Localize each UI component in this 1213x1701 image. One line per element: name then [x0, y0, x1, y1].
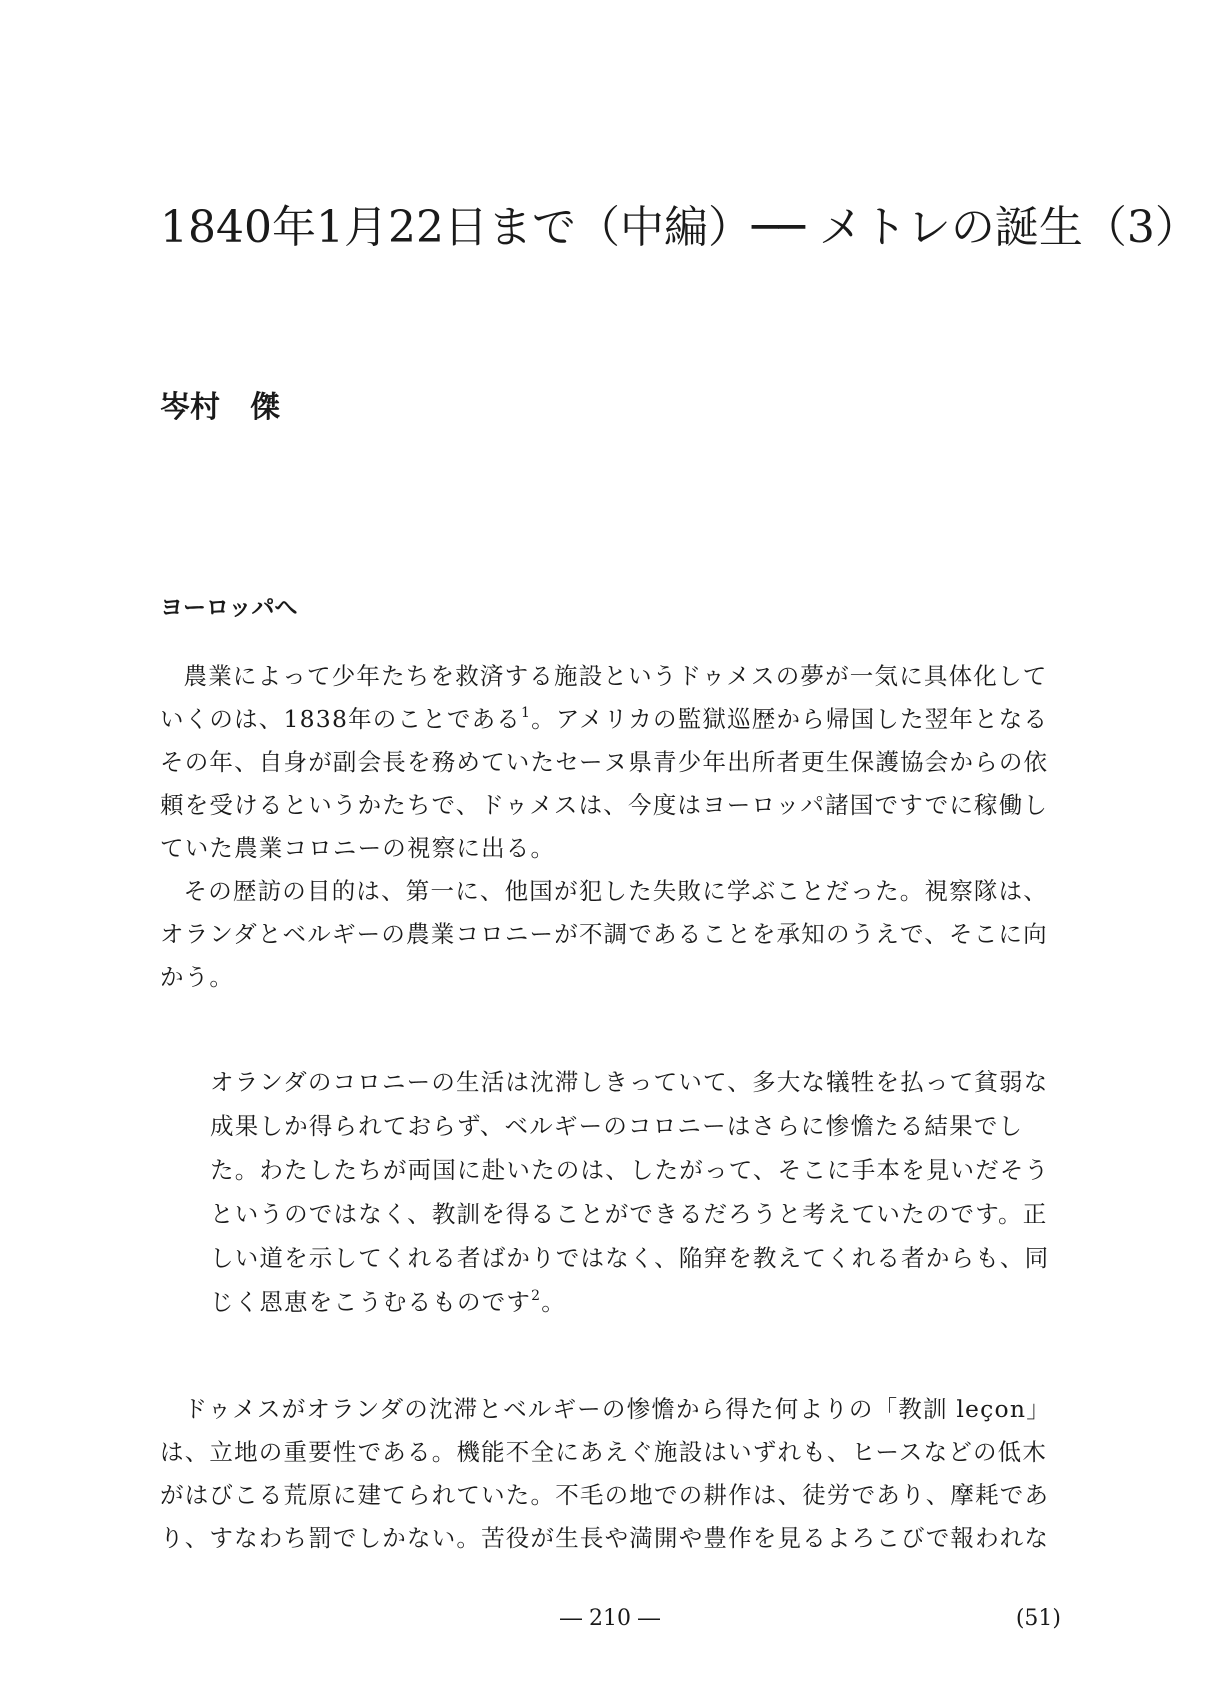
- paragraph-text: その歴訪の目的は、第一に、他国が犯した失敗に学ぶことだった。視察隊は、オランダとベルギーの農業コロニーが不調であることを承知のうえで、そこに向かう。: [160, 877, 1048, 991]
- paragraph: ドゥメスがオランダの沈滞とベルギーの惨憺から得た何よりの「教訓 leçon」は、立地の重要性である。機能不全にあえぐ施設はいずれも、ヒースなどの低木がはびこる荒原に建てられていた。不毛の地での耕作は、徒労であり、摩耗であり、すなわち罰でしかない。苦役が生長や満開や豊作を見るよろこびで報われな: [160, 1395, 1051, 1552]
- paragraph-text: 農業によって少年たちを救済する施設というドゥメスの夢が一気に具体化していくのは、1838年のことである: [160, 662, 1048, 733]
- section-heading: ヨーロッパへ: [160, 594, 298, 621]
- body-block-1: [160, 655, 1060, 999]
- page-number: ― 210 ―: [560, 1606, 660, 1631]
- footnote-ref[interactable]: 2: [531, 1288, 542, 1304]
- quote-paragraph: [210, 1060, 1062, 1324]
- paragraph: [160, 870, 1060, 999]
- quote-text: 。: [541, 1288, 566, 1316]
- footnote-ref[interactable]: 1: [521, 705, 532, 721]
- quote-text: オランダのコロニーの生活は沈滞しきっていて、多大な犠牲を払って貧弱な成果しか得られておらず、ベルギーのコロニーはさらに惨憺たる結果でした。わたしたちが両国に赴いたのは、したがって、そこに手本を見いだそうというのではなく、教訓を得ることができるだろうと考えていたのです。正しい道を示してくれる者ばかりではなく、陥穽を教えてくれる者からも、同じく恩恵をこうむるものです: [210, 1068, 1050, 1316]
- body-block-2: [160, 1388, 1060, 1560]
- paragraph-text: 。アメリカの監獄巡歴から帰国した翌年となるその年、自身が副会長を務めていたセーヌ県青少年出所者更生保護協会からの依頼を受けるというかたちで、ドゥメスは、今度はヨーロッパ諸国ですでに稼働していた農業コロニーの視察に出る。: [160, 705, 1049, 862]
- author-name: 岑村 傑: [160, 390, 280, 425]
- page-title: 1840年1月22日まで（中編）── メトレの誕生（3）: [160, 202, 1199, 253]
- block-quote: [210, 1060, 1062, 1324]
- alt-page-number: (51): [1015, 1606, 1061, 1631]
- paragraph: [160, 655, 1060, 870]
